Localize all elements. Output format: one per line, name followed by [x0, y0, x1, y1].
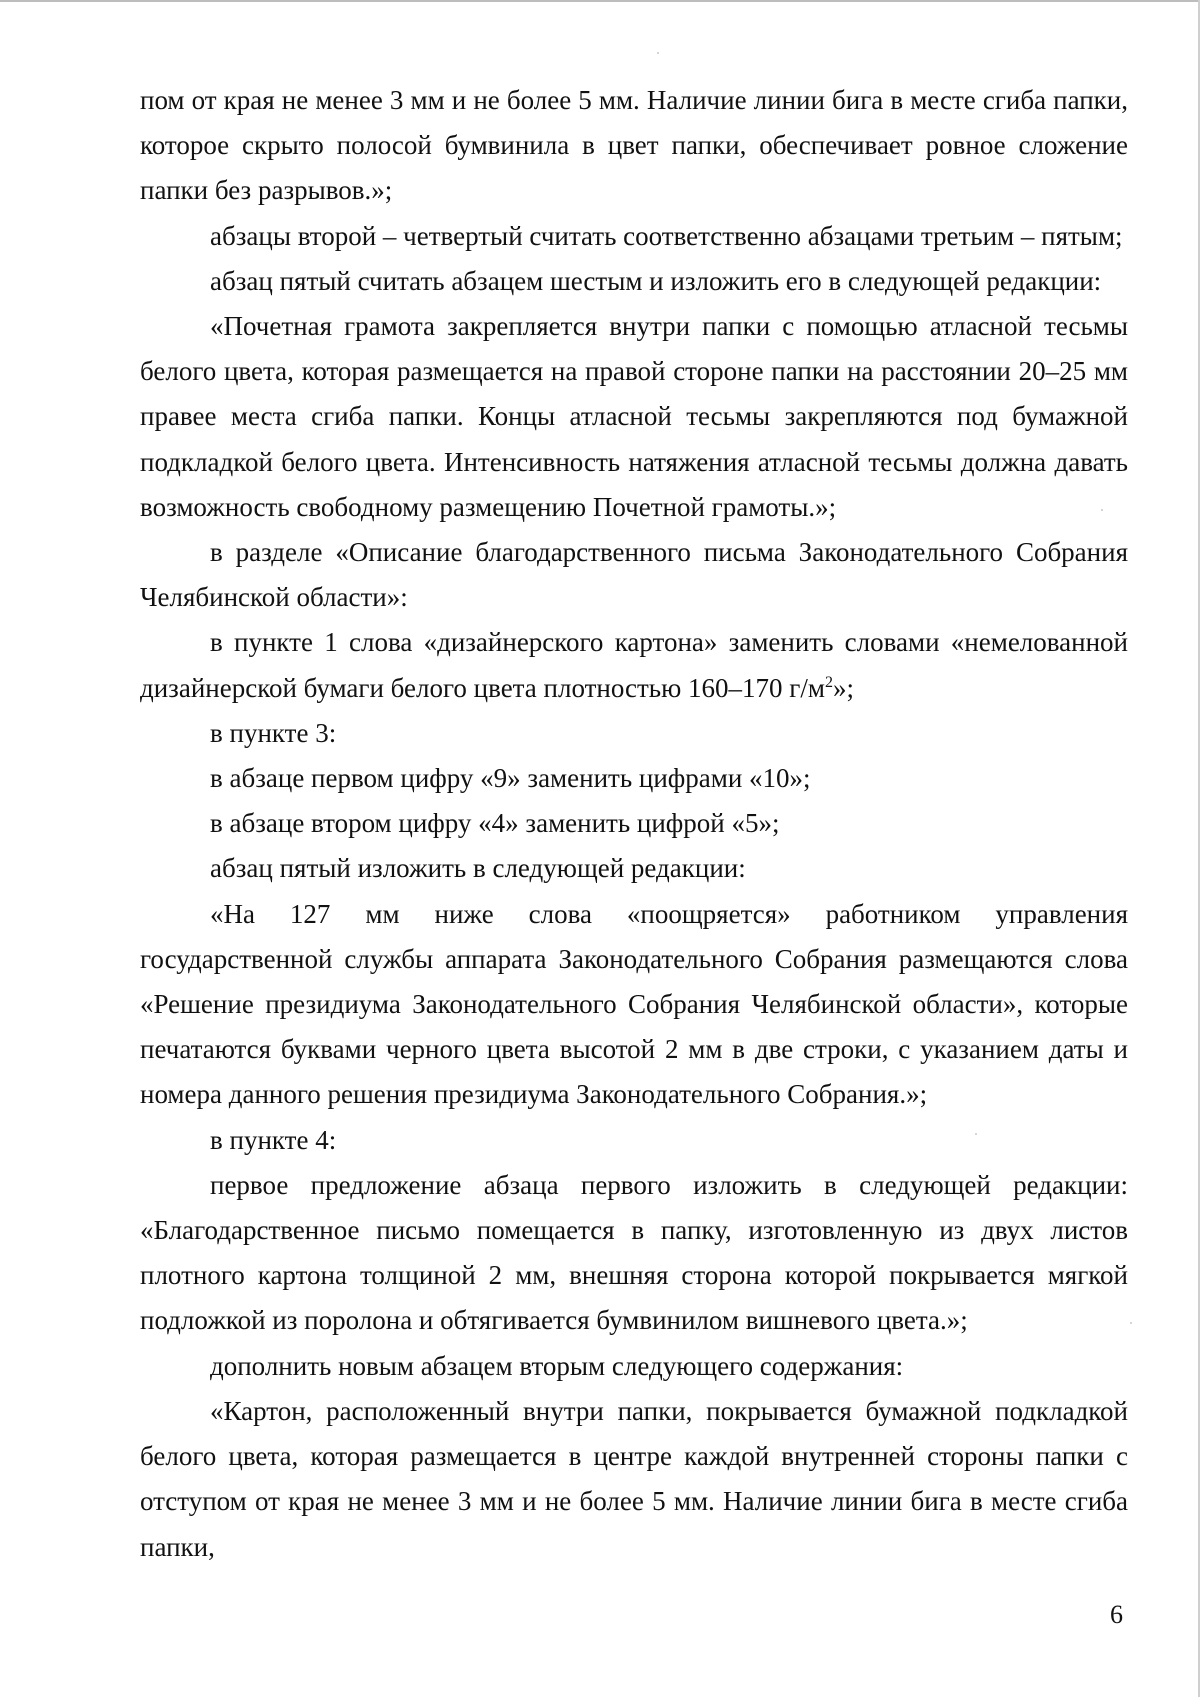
paragraph-punkt-3: в пункте 3:: [210, 717, 337, 748]
paragraph-abzac-pyatyi: абзац пятый считать абзацем шестым и изложить его в следующей редакции:: [210, 265, 1102, 296]
paragraph-punkt-4: в пункте 4:: [210, 1124, 337, 1155]
paragraph-renumber-abzacy: абзацы второй – четвертый считать соответственно абзацами третьим – пятым;: [210, 220, 1123, 251]
scan-speck: [657, 52, 659, 54]
paragraph-dopolnit: дополнить новым абзацем вторым следующего содержания:: [210, 1350, 904, 1381]
paragraph-razdel-opisanie: в разделе «Описание благодарственного письма Законодательного Собрания Челябинской области»:: [140, 537, 1128, 613]
punkt-1-tail: »;: [832, 672, 854, 703]
superscript-2: 2: [824, 673, 833, 691]
paragraph-pervoe-predlozhenie: первое предложение абзаца первого изложить в следующей редакции: «Благодарственное письмо помещается в папку, изготовленную из двух листов плотного картона толщиной 2 мм, внешняя сторона которой покрывается мягкой подложкой из поролона и обтягивается бумвинилом вишневого цвета.»;: [140, 1169, 1128, 1336]
paragraph-abzac-vtoroi-cifra: в абзаце втором цифру «4» заменить цифрой «5»;: [210, 808, 780, 839]
punkt-1-text: в пункте 1 слова «дизайнерского картона» заменить словами «немелованной дизайнерской бумаги белого цвета плотностью 160–170 г/м: [140, 627, 1128, 703]
paragraph-abzac-pyatyi-izlozhit: абзац пятый изложить в следующей редакции:: [210, 853, 746, 884]
page-number: 6: [1110, 1600, 1123, 1629]
scan-speck: [975, 1133, 977, 1135]
scan-edge-top: [0, 0, 1200, 2]
paragraph-punkt-1: [140, 620, 1128, 710]
paragraph-pochetnaya-gramota: «Почетная грамота закрепляется внутри папки с помощью атласной тесьмы белого цвета, которая размещается на правой стороне папки на расстоянии 20–25 мм правее места сгиба папки. Концы атласной тесьмы закрепляются под бумажной подкладкой белого цвета. Интенсивность натяжения атласной тесьмы должна давать возможность свободному размещению Почетной грамоты.»;: [140, 311, 1128, 522]
document-body: [140, 78, 1128, 1570]
scan-speck: [1130, 1322, 1132, 1324]
paragraph-127-mm: «На 127 мм ниже слова «поощряется» работником управления государственной службы аппарата Законодательного Собрания размещаются слова «Решение президиума Законодательного Собрания Челябинской области», которые печатаются буквами черного цвета высотой 2 мм в две строки, с указанием даты и номера данного решения президиума Законодательного Собрания.»;: [140, 898, 1128, 1110]
paragraph-karton: «Картон, расположенный внутри папки, покрывается бумажной подкладкой белого цвета, которая размещается в центре каждой внутренней стороны папки с отступом от края не менее 3 мм и не более 5 мм. Наличие линии бига в месте сгиба папки,: [140, 1395, 1128, 1562]
paragraph-continuation: пом от края не менее 3 мм и не более 5 мм. Наличие линии бига в месте сгиба папки, которое скрыто полосой бумвинила в цвет папки, обеспечивает ровное сложение папки без разрывов.»;: [140, 85, 1128, 206]
paragraph-abzac-pervyi-cifra: в абзаце первом цифру «9» заменить цифрами «10»;: [210, 763, 811, 794]
scan-speck: [1101, 509, 1103, 511]
